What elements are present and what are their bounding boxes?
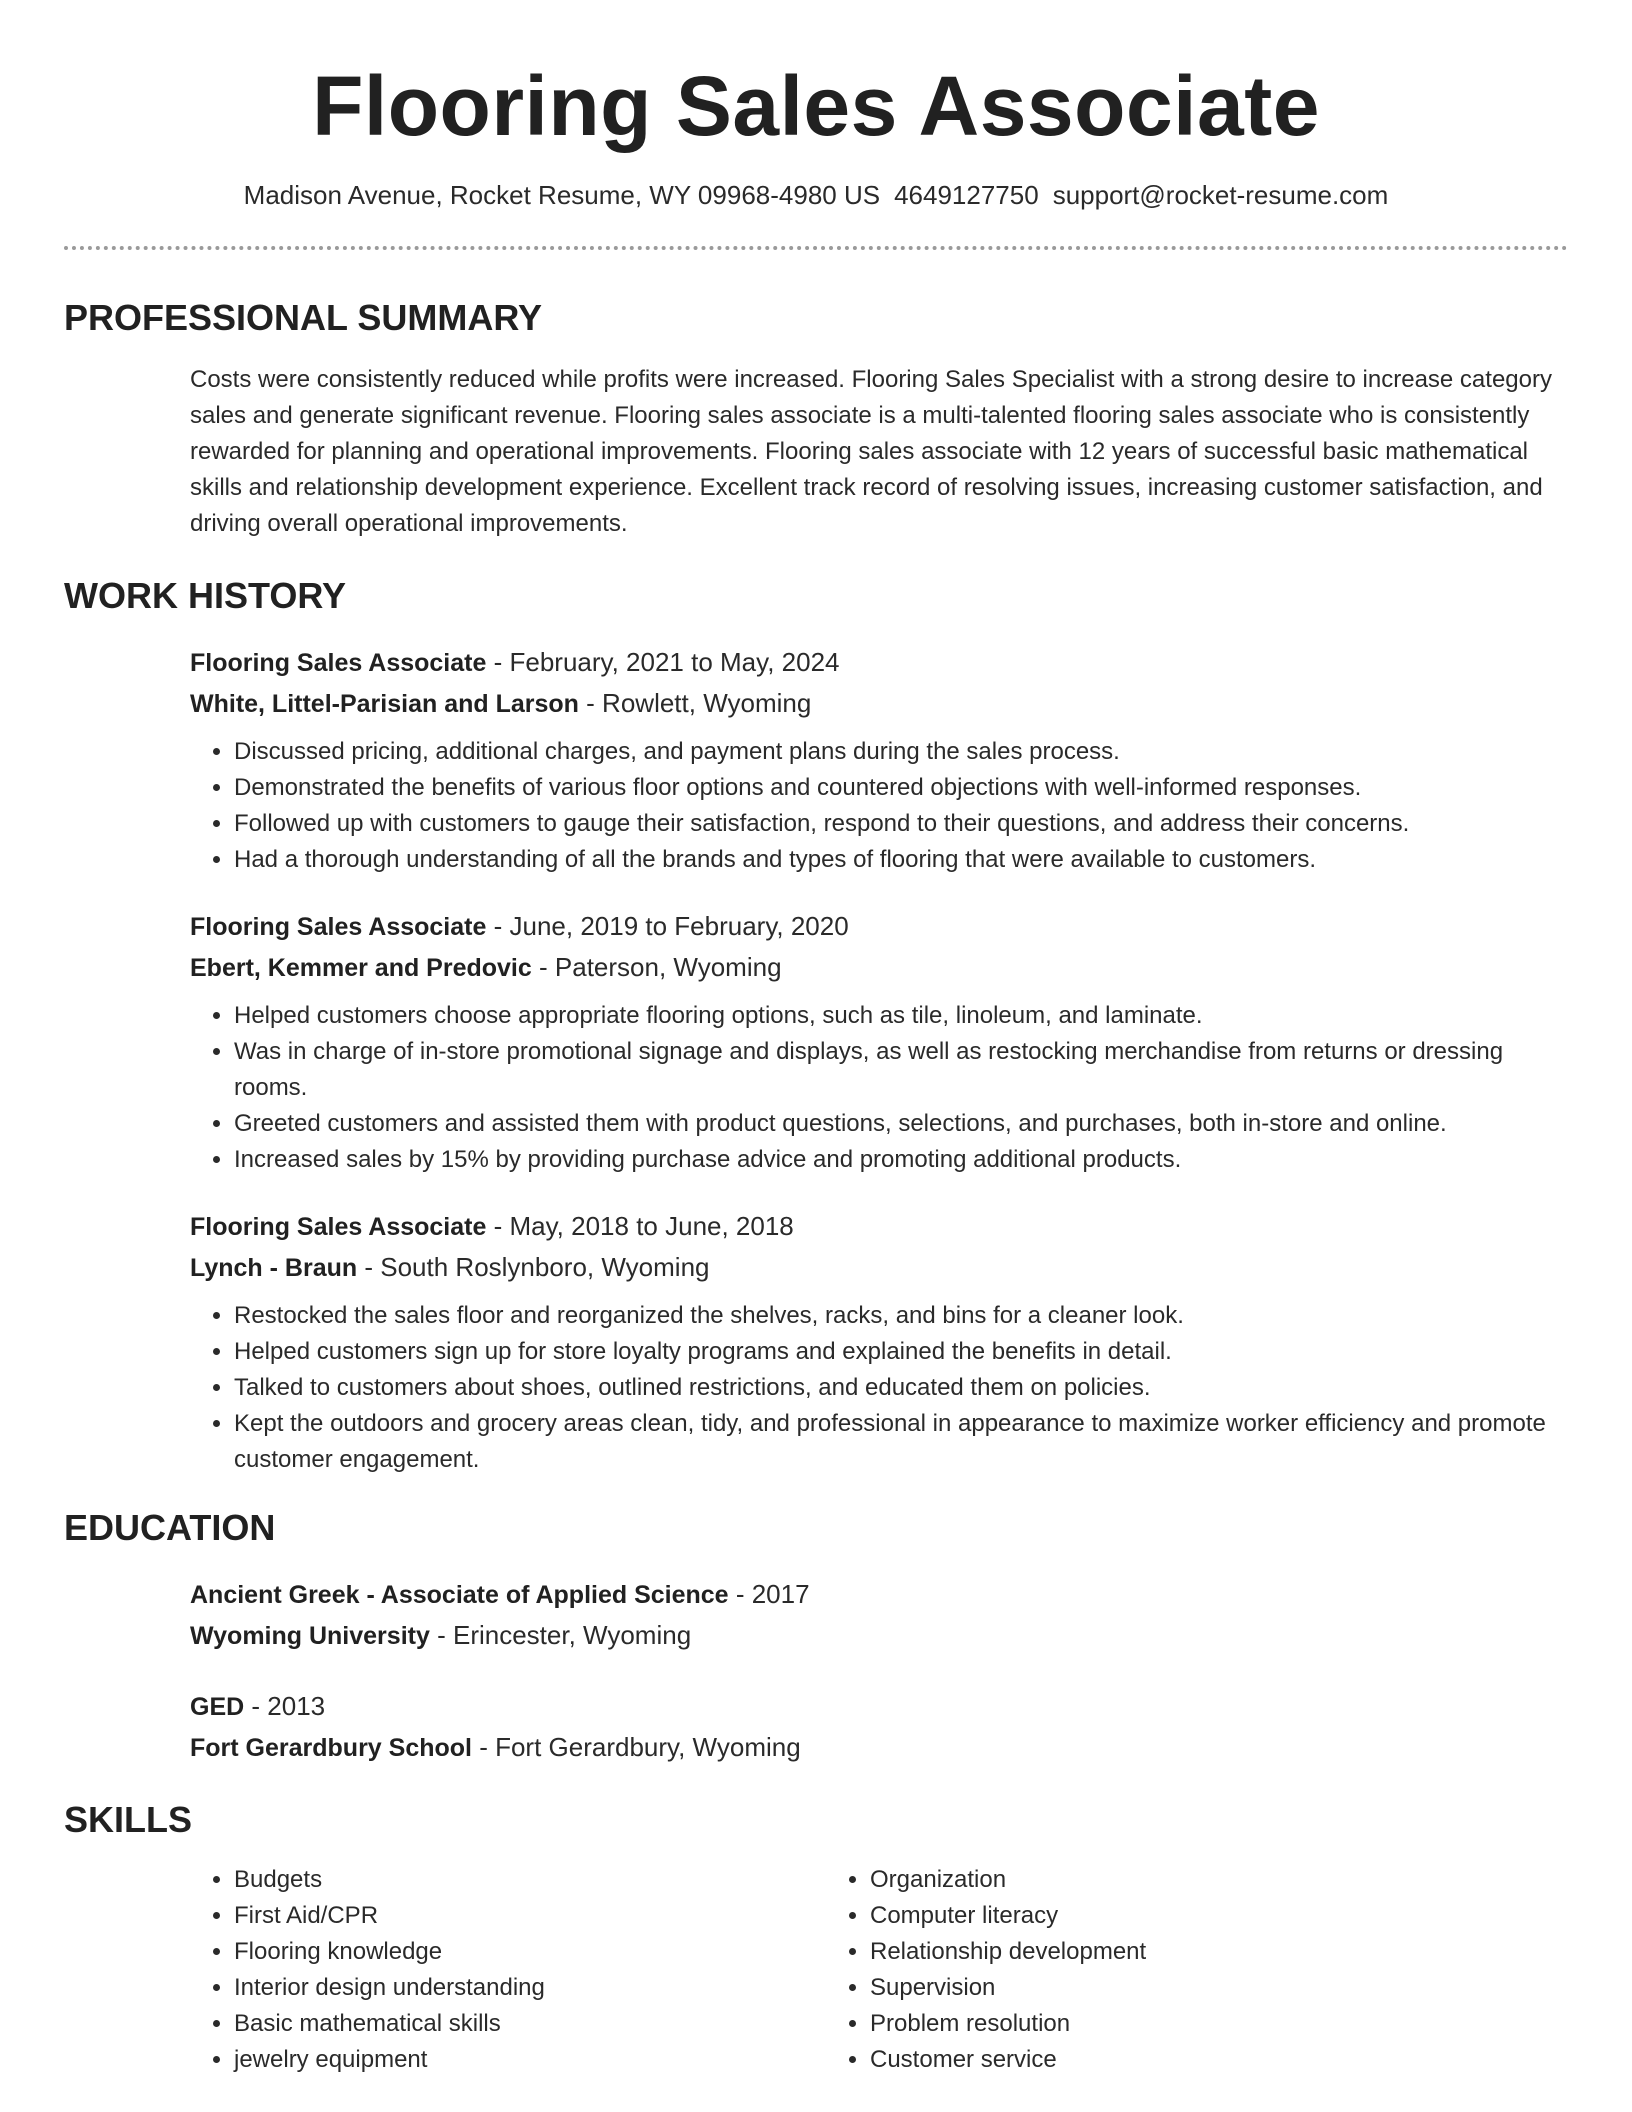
summary-text: Costs were consistently reduced while profits were increased. Flooring Sales Specialist with a strong desire to increase category sales and generate significant revenue. Flooring sales associate is a multi-talented flooring sales associate who is consistently rewarded for planning and operational improvements. Flooring sales associate with 12 years of successful basic mathematical skills and relationship development experience. Excellent track record of resolving issues, increasing customer satisfaction, and driving overall operational improvements. [190, 366, 1552, 537]
skills-left-column [190, 1862, 826, 2078]
skills-section [64, 1798, 1568, 2078]
job-entry [190, 1206, 1568, 1478]
skill-item: • Relationship development [870, 1934, 1462, 1970]
skill-item: • Computer literacy [870, 1898, 1462, 1934]
job-title-line [190, 642, 1568, 683]
list-item: • Followed up with customers to gauge their satisfaction, respond to their questions, and address their concerns. [234, 806, 1568, 842]
summary-title: PROFESSIONAL SUMMARY [64, 297, 543, 338]
skill-item: • Flooring knowledge [234, 1934, 826, 1970]
skills-title: SKILLS [64, 1799, 193, 1840]
skill-item: • Customer service [870, 2042, 1462, 2078]
skill-item: • Interior design understanding [234, 1970, 826, 2006]
job-entry [190, 906, 1568, 1178]
education-location: - Erincester, Wyoming [429, 1620, 692, 1650]
job-role: Flooring Sales Associate [190, 649, 487, 677]
work-history-title: WORK HISTORY [64, 575, 347, 616]
skill-item: • Budgets [234, 1862, 826, 1898]
job-title-line [190, 906, 1568, 947]
job-bullets [190, 734, 1568, 878]
skill-item: • Basic mathematical skills [234, 2006, 826, 2042]
summary-section [64, 296, 1568, 542]
job-dates: - February, 2021 to May, 2024 [486, 647, 840, 677]
list-item: • Was in charge of in-store promotional signage and displays, as well as restocking merchandise from returns or dressing rooms. [234, 1034, 1568, 1106]
job-location: - Paterson, Wyoming [531, 952, 782, 982]
header-divider [64, 246, 1568, 250]
list-item: • Discussed pricing, additional charges, and payment plans during the sales process. [234, 734, 1568, 770]
skill-item: • Problem resolution [870, 2006, 1462, 2042]
list-item: • Helped customers sign up for store loyalty programs and explained the benefits in detail. [234, 1334, 1568, 1370]
education-title: EDUCATION [64, 1507, 276, 1548]
candidate-name: Flooring Sales Associate [312, 59, 1320, 153]
job-title-line [190, 1206, 1568, 1247]
job-entry [190, 642, 1568, 878]
job-company: Lynch - Braun [190, 1254, 358, 1282]
email: support@rocket-resume.com [1052, 180, 1389, 210]
skills-right-column [826, 1862, 1462, 2078]
job-role: Flooring Sales Associate [190, 913, 487, 941]
education-entry [190, 1574, 1568, 1656]
education-location: - Fort Gerardbury, Wyoming [471, 1732, 801, 1762]
education-section [64, 1506, 1568, 1768]
skill-item: • Supervision [870, 1970, 1462, 2006]
address: Madison Avenue, Rocket Resume, WY 09968-4980 US [243, 180, 881, 210]
job-company-line [190, 683, 1568, 724]
education-degree-line [190, 1686, 1568, 1727]
skill-item: • jewelry equipment [234, 2042, 826, 2078]
phone: 4649127750 [894, 180, 1039, 210]
education-school-line [190, 1615, 1568, 1656]
list-item: • Increased sales by 15% by providing purchase advice and promoting additional products. [234, 1142, 1568, 1178]
list-item: • Demonstrated the benefits of various floor options and countered objections with well-informed responses. [234, 770, 1568, 806]
list-item: • Kept the outdoors and grocery areas clean, tidy, and professional in appearance to maximize worker efficiency and promote customer engagement. [234, 1406, 1568, 1478]
job-company-line [190, 947, 1568, 988]
education-year: - 2013 [244, 1691, 326, 1721]
job-company: White, Littel-Parisian and Larson [190, 690, 579, 718]
skill-item: • Organization [870, 1862, 1462, 1898]
job-bullets [190, 1298, 1568, 1478]
education-year: - 2017 [728, 1579, 810, 1609]
education-degree-line [190, 1574, 1568, 1615]
list-item: • Talked to customers about shoes, outlined restrictions, and educated them on policies. [234, 1370, 1568, 1406]
list-item: • Had a thorough understanding of all the brands and types of flooring that were available to customers. [234, 842, 1568, 878]
education-entry [190, 1686, 1568, 1768]
education-degree: Ancient Greek - Associate of Applied Science [190, 1581, 729, 1609]
list-item: • Restocked the sales floor and reorganized the shelves, racks, and bins for a cleaner look. [234, 1298, 1568, 1334]
skill-item: • First Aid/CPR [234, 1898, 826, 1934]
job-company-line [190, 1247, 1568, 1288]
job-location: - Rowlett, Wyoming [578, 688, 812, 718]
contact-line [64, 178, 1568, 212]
job-dates: - June, 2019 to February, 2020 [486, 911, 849, 941]
education-school: Wyoming University [190, 1622, 430, 1650]
education-school-line [190, 1727, 1568, 1768]
list-item: • Helped customers choose appropriate flooring options, such as tile, linoleum, and laminate. [234, 998, 1568, 1034]
skills-columns [190, 1862, 1568, 2078]
education-degree: GED [190, 1693, 245, 1721]
list-item: • Greeted customers and assisted them with product questions, selections, and purchases, both in-store and online. [234, 1106, 1568, 1142]
job-location: - South Roslynboro, Wyoming [357, 1252, 710, 1282]
job-dates: - May, 2018 to June, 2018 [486, 1211, 794, 1241]
job-role: Flooring Sales Associate [190, 1213, 487, 1241]
job-company: Ebert, Kemmer and Predovic [190, 954, 532, 982]
job-bullets [190, 998, 1568, 1178]
work-history-section [64, 574, 1568, 1478]
education-school: Fort Gerardbury School [190, 1734, 472, 1762]
